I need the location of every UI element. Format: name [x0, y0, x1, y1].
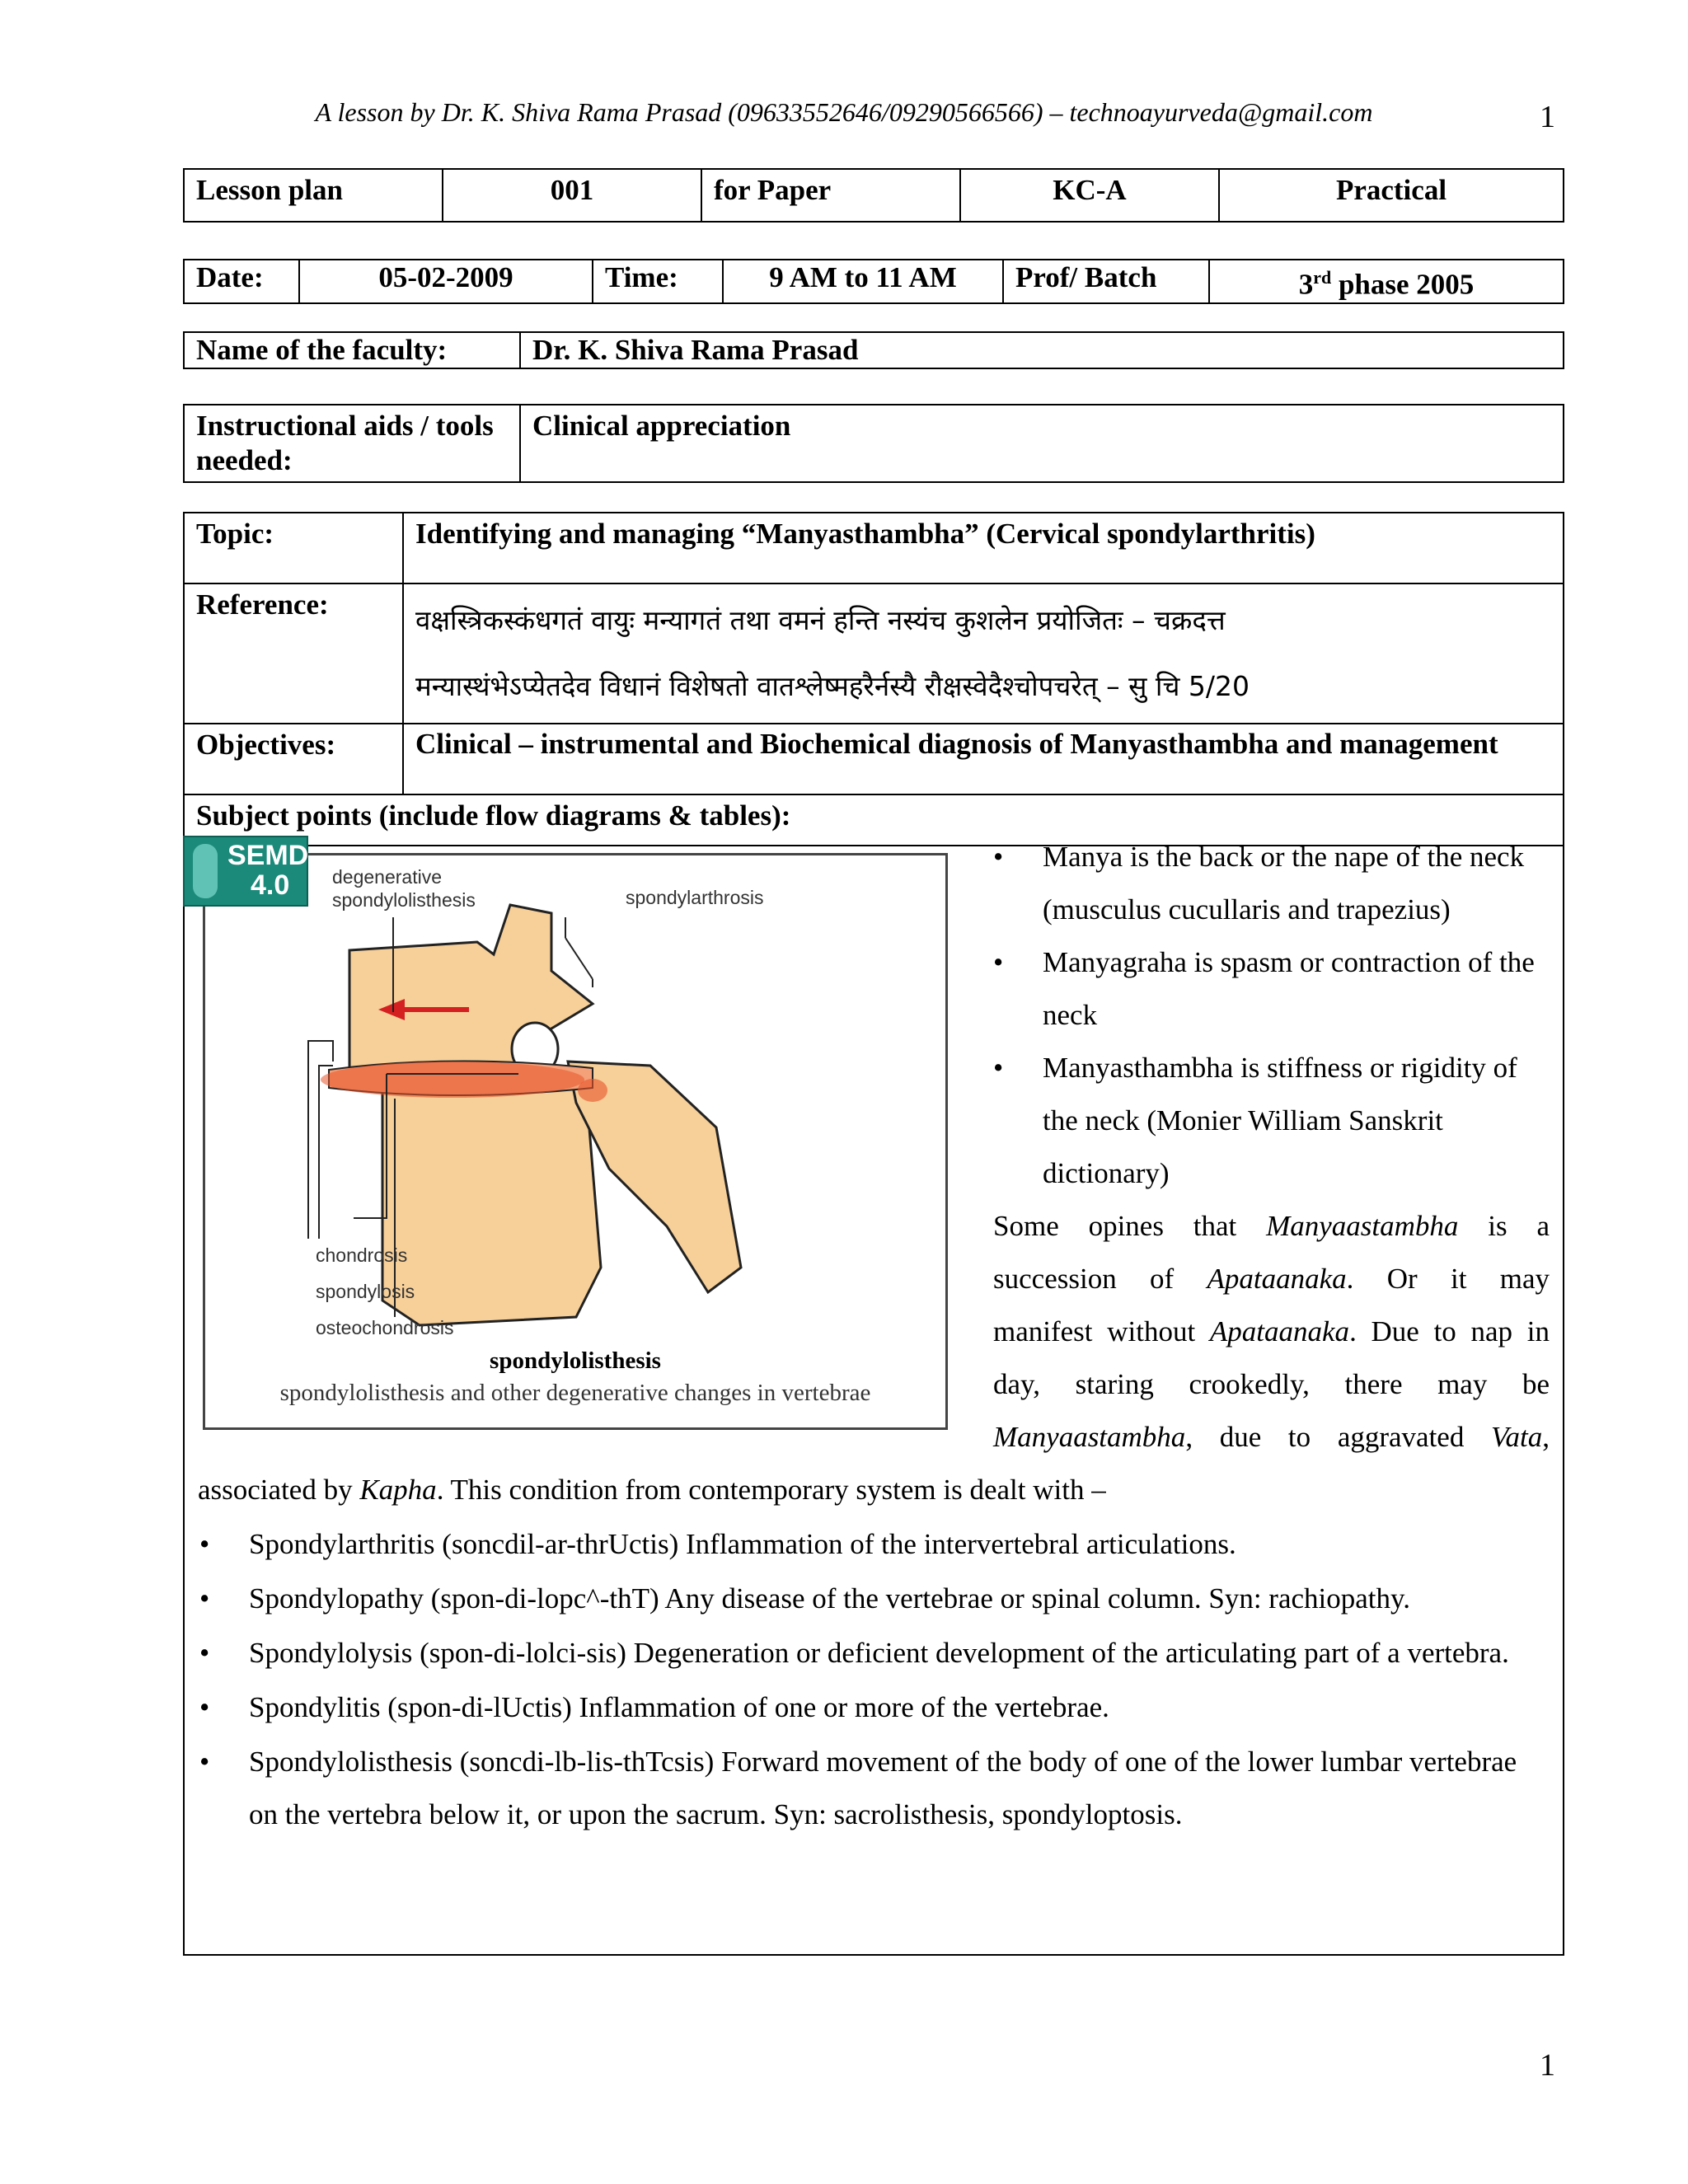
full-width-text: [198, 1464, 1550, 1843]
neck-definitions-list: [993, 831, 1550, 1200]
label-degenerative-spondylolisthesis: degenerative spondylolisthesis: [332, 866, 476, 911]
objectives-label: Objectives:: [184, 724, 403, 794]
label-chondrosis: chondrosis: [316, 1244, 408, 1266]
label-spondylarthrosis: spondylarthrosis: [626, 887, 764, 908]
paragraph-line: associated by Kapha. This condition from contemporary system is dealt with –: [198, 1474, 1106, 1506]
paragraph-line: succession of Apataanaka. Or it may: [993, 1263, 1550, 1295]
semd-logo: SEMD 4.0: [183, 836, 308, 907]
faculty-name: Dr. K. Shiva Rama Prasad: [520, 332, 1564, 368]
date-label: Date:: [184, 260, 299, 303]
batch-label: Prof/ Batch: [1003, 260, 1209, 303]
lesson-details-table: [183, 512, 1564, 846]
page-header: A lesson by Dr. K. Shiva Rama Prasad (09633552646/09290566566) – technoayurveda@gmail.com: [315, 97, 1373, 127]
lesson-plan-label: Lesson plan: [184, 169, 443, 222]
faculty-row: [183, 331, 1564, 369]
figure-caption: spondylolisthesis and other degenerative changes in vertebrae: [279, 1380, 871, 1406]
reference-line-1: वक्षस्त्रिकस्कंधगतं वायुः मन्यागतं तथा वमनं हन्ति नस्यंच कुशलेन प्रयोजितः – चक्रदत्त: [415, 604, 1226, 636]
paragraph-line: Manyaastambha, due to aggravated Vata,: [993, 1421, 1550, 1453]
list-item: • Manyagraha is spasm or contraction of the neck: [1043, 936, 1550, 1042]
date-value: 05-02-2009: [299, 260, 593, 303]
vertebrae-illustration: [205, 855, 945, 1427]
inflammation-zone: [321, 1062, 584, 1098]
reference-value: [403, 583, 1564, 724]
spondylolisthesis-figure: [203, 853, 948, 1430]
semd-logo-mark: [193, 844, 218, 898]
faculty-label: Name of the faculty:: [184, 332, 520, 368]
session-type: Practical: [1219, 169, 1564, 222]
list-item: • Spondylolisthesis (soncdi-lb-lis-thTcsis) Forward movement of the body of one of the lower lumbar vertebrae on the vertebra below it, or upon the sacrum. Syn: sacrolisthesis, spondyloptosis.: [249, 1736, 1550, 1841]
page-number: 1: [1540, 100, 1555, 134]
objectives-value: Clinical – instrumental and Biochemical diagnosis of Manyasthambha and management: [403, 724, 1564, 794]
label-spondylosis: spondylosis: [316, 1281, 415, 1302]
time-label: Time:: [593, 260, 723, 303]
list-item: • Spondylolysis (spon-di-lolci-sis) Degeneration or deficient development of the articulating part of a vertebra.: [249, 1627, 1550, 1680]
paper-code: KC-A: [960, 169, 1219, 222]
lesson-plan-row: [183, 168, 1564, 223]
topic-value: Identifying and managing “Manyasthambha” (Cervical spondylarthritis): [403, 513, 1564, 583]
paper-label: for Paper: [701, 169, 960, 222]
lower-vertebra-body: [382, 1068, 601, 1325]
time-value: 9 AM to 11 AM: [723, 260, 1003, 303]
right-column: [993, 831, 1550, 1464]
leader-spondylarthrosis: [565, 938, 593, 979]
footer-page-number: 1: [1540, 2048, 1555, 2083]
batch-value: 3rd phase 2005: [1209, 260, 1564, 303]
reference-label: Reference:: [184, 583, 403, 724]
aids-label: Instructional aids / tools needed:: [184, 405, 520, 482]
date-time-row: [183, 259, 1564, 304]
list-item: • Manya is the back or the nape of the neck (musculus cucullaris and trapezius): [1043, 831, 1550, 936]
subject-points-label: Subject points (include flow diagrams & tables):: [184, 794, 1564, 846]
paragraph-line: manifest without Apataanaka. Due to nap in: [993, 1315, 1550, 1347]
list-item: • Spondylopathy (spon-di-lopc^-thT) Any disease of the vertebrae or spinal column. Syn: rachiopathy.: [249, 1572, 1550, 1625]
list-item: • Manyasthambha is stiffness or rigidity of the neck (Monier William Sanskrit dictionary): [1043, 1042, 1550, 1200]
figure-title: spondylolisthesis: [490, 1347, 661, 1374]
spondyl-terms-list: [198, 1518, 1550, 1841]
reference-line-2: मन्यास्थंभेऽप्येतदेव विधानं विशेषतो वातश्लेष्महरैर्नस्यै रौक्षस्वेदैश्चोपचरेत् – सु चि 5/20: [415, 670, 1250, 702]
paragraph-line: day, staring crookedly, there may be: [993, 1368, 1550, 1400]
lesson-plan-number: 001: [443, 169, 701, 222]
label-osteochondrosis: osteochondrosis: [316, 1317, 454, 1338]
paragraph-line: Some opines that Manyaastambha is a: [993, 1210, 1550, 1242]
aids-row: [183, 404, 1564, 483]
list-item: • Spondylitis (spon-di-lUctis) Inflammation of one or more of the vertebrae.: [249, 1681, 1550, 1734]
facet-inflammation: [578, 1079, 607, 1102]
aids-value: Clinical appreciation: [520, 405, 1564, 482]
list-item: • Spondylarthritis (soncdil-ar-thrUctis) Inflammation of the intervertebral articulations.: [249, 1518, 1550, 1571]
topic-label: Topic:: [184, 513, 403, 583]
